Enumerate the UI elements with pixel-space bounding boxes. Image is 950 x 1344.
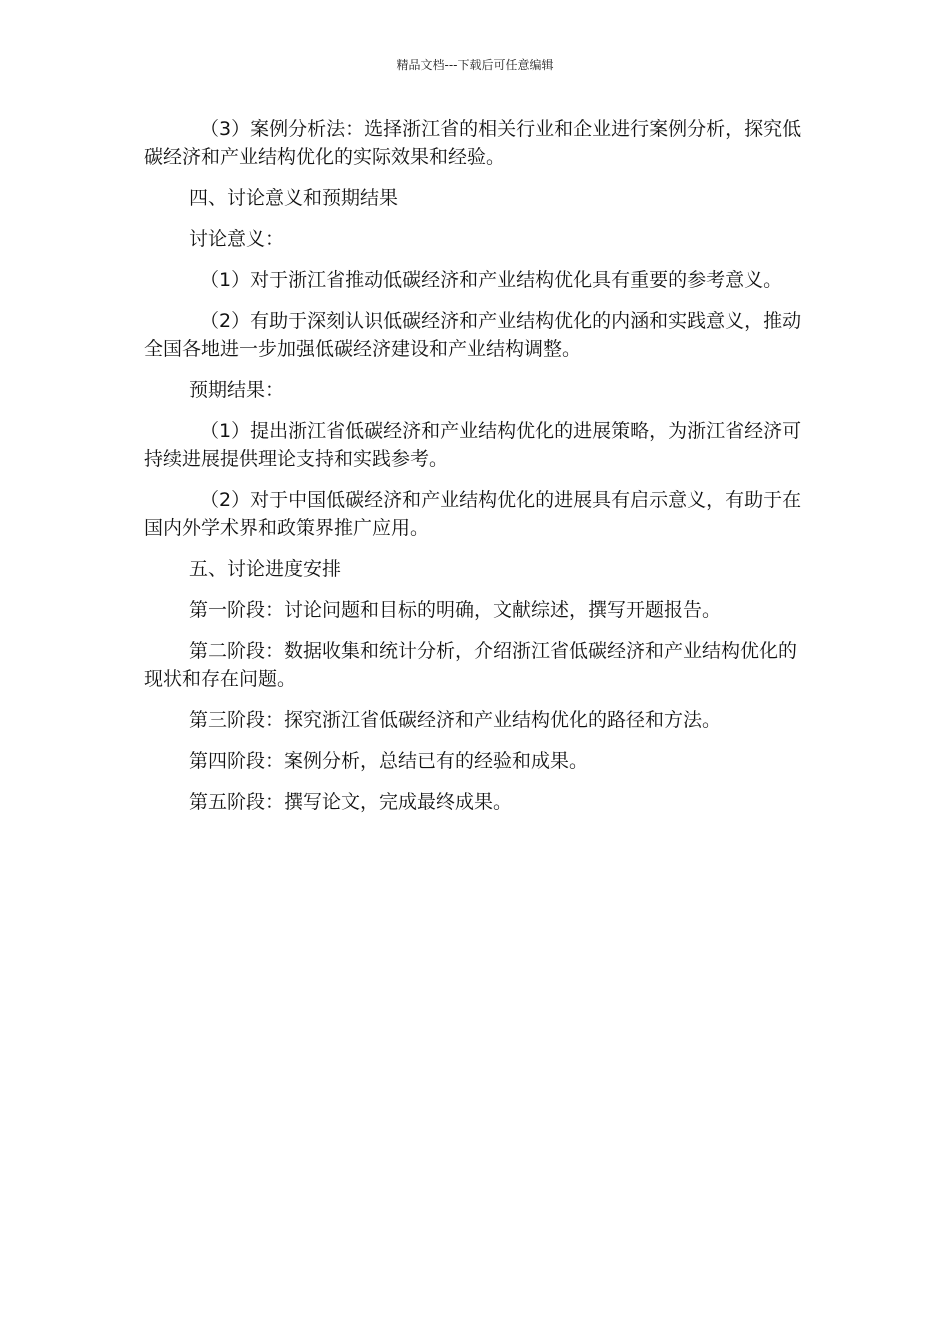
expected-result-item-2: （2）对于中国低碳经济和产业结构优化的进展具有启示意义，有助于在国内外学术界和政策界推广应用。 [144,489,802,539]
section-heading-significance: 四、讨论意义和预期结果 [189,187,399,209]
expected-results-label: 预期结果： [189,379,285,401]
schedule-stage-5: 第五阶段：撰写论文，完成最终成果。 [189,791,513,813]
schedule-stage-2: 第二阶段：数据收集和统计分析，介绍浙江省低碳经济和产业结构优化的现状和存在问题。 [144,640,798,690]
section-heading-schedule: 五、讨论进度安排 [189,558,342,580]
page-header: 精品文档---下载后可任意编辑 [396,58,554,72]
significance-item-2: （2）有助于深刻认识低碳经济和产业结构优化的内涵和实践意义，推动全国各地进一步加强低碳经济建设和产业结构调整。 [144,310,802,360]
schedule-stage-4: 第四阶段：案例分析，总结已有的经验和成果。 [189,750,589,772]
document-body [144,115,814,816]
method-case-analysis: （3）案例分析法：选择浙江省的相关行业和企业进行案例分析，探究低碳经济和产业结构优化的实际效果和经验。 [144,118,802,168]
significance-label: 讨论意义： [189,228,285,250]
schedule-stage-1: 第一阶段：讨论问题和目标的明确，文献综述，撰写开题报告。 [189,599,722,621]
expected-result-item-1: （1）提出浙江省低碳经济和产业结构优化的进展策略，为浙江省经济可持续进展提供理论支持和实践参考。 [144,420,802,470]
schedule-stage-3: 第三阶段：探究浙江省低碳经济和产业结构优化的路径和方法。 [189,709,722,731]
significance-item-1: （1）对于浙江省推动低碳经济和产业结构优化具有重要的参考意义。 [200,269,783,291]
